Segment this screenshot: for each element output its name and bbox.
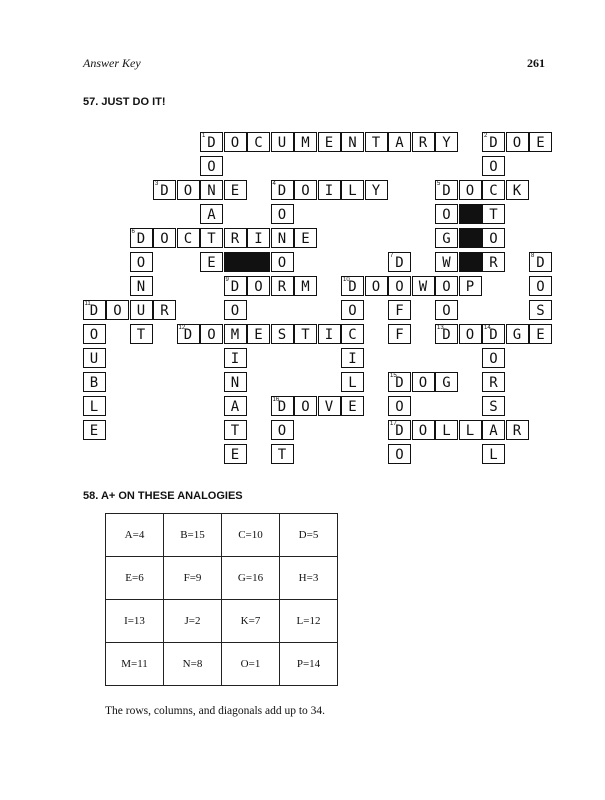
- running-header: Answer Key: [83, 56, 141, 70]
- crossword-cell: [388, 324, 411, 344]
- cell-letter: T: [230, 423, 240, 439]
- table-cell: K=7: [222, 600, 280, 643]
- cell-letter: O: [207, 327, 216, 343]
- clue-number: 13: [437, 325, 444, 331]
- crossword-cell: [388, 300, 411, 320]
- crossword-cell: [365, 276, 388, 296]
- cell-letter: O: [442, 207, 451, 223]
- clue-number: 8: [531, 253, 535, 259]
- crossword-cell: [177, 228, 200, 248]
- crossword-cell: [482, 324, 505, 344]
- cell-letter: D: [395, 255, 404, 271]
- crossword-black-cell: [459, 228, 482, 248]
- crossword-cell: [200, 252, 223, 272]
- cell-letter: L: [348, 183, 357, 199]
- cell-letter: C: [348, 327, 357, 343]
- clue-number: 11: [84, 301, 91, 307]
- table-row: [106, 600, 338, 643]
- crossword-cell: [294, 228, 317, 248]
- cell-letter: A: [207, 207, 216, 223]
- cell-letter: O: [230, 135, 240, 151]
- crossword-cell: [271, 324, 294, 344]
- cell-letter: R: [489, 255, 498, 271]
- clue-number: 5: [437, 181, 441, 187]
- crossword-cell: [153, 300, 176, 320]
- cell-letter: R: [230, 231, 240, 247]
- crossword-cell: [224, 372, 247, 392]
- crossword-cell: [388, 396, 411, 416]
- crossword-cell: [482, 156, 505, 176]
- cell-letter: O: [113, 303, 122, 319]
- cell-letter: W: [442, 255, 451, 271]
- cell-letter: C: [183, 231, 193, 247]
- cell-letter: U: [277, 135, 287, 151]
- crossword-cell: [435, 324, 458, 344]
- crossword-cell: [271, 444, 294, 464]
- cell-letter: T: [489, 207, 498, 223]
- cell-letter: D: [183, 327, 193, 343]
- cell-letter: O: [277, 207, 287, 223]
- clue-number: 14: [484, 325, 491, 331]
- clue-number: 7: [390, 253, 394, 259]
- cell-letter: D: [395, 423, 404, 439]
- cell-letter: T: [136, 327, 146, 343]
- cell-letter: D: [489, 327, 498, 343]
- crossword-cell: [177, 324, 200, 344]
- crossword-cell: [482, 348, 505, 368]
- cell-letter: L: [489, 447, 498, 463]
- cell-letter: O: [277, 423, 287, 439]
- crossword-cell: [153, 228, 176, 248]
- crossword-cell: [365, 180, 388, 200]
- section-title-58: 58. A+ ON THESE ANALOGIES: [83, 490, 243, 502]
- crossword-cell: [506, 420, 529, 440]
- crossword-cell: [200, 324, 223, 344]
- crossword-cell: [482, 396, 505, 416]
- cell-letter: E: [348, 399, 357, 415]
- crossword-cell: [341, 180, 364, 200]
- crossword-cell: [482, 132, 505, 152]
- clue-number: 9: [225, 277, 229, 283]
- crossword-cell: [435, 132, 458, 152]
- cell-letter: D: [395, 375, 404, 391]
- crossword-cell: [435, 372, 458, 392]
- table-cell: F=9: [164, 557, 222, 600]
- crossword-cell: [294, 180, 317, 200]
- crossword-cell: [247, 276, 270, 296]
- cell-letter: D: [230, 279, 240, 295]
- crossword-cell: [271, 420, 294, 440]
- crossword-cell: [224, 324, 247, 344]
- crossword-cell: [388, 372, 411, 392]
- crossword-cell: [388, 132, 411, 152]
- crossword-cell: [200, 204, 223, 224]
- crossword-cell: [130, 300, 153, 320]
- crossword-cell: [459, 420, 482, 440]
- cell-letter: U: [89, 351, 99, 367]
- table-cell: N=8: [164, 643, 222, 686]
- crossword-cell: [482, 252, 505, 272]
- clue-number: 12: [178, 325, 186, 331]
- crossword-cell: [318, 396, 341, 416]
- crossword-cell: [294, 276, 317, 296]
- cell-letter: O: [277, 255, 287, 271]
- cell-letter: T: [277, 447, 287, 463]
- cell-letter: E: [89, 423, 99, 439]
- crossword-cell: [482, 228, 505, 248]
- cell-letter: O: [418, 375, 428, 391]
- crossword-cell: [506, 132, 529, 152]
- crossword-cell: [247, 132, 270, 152]
- cell-letter: I: [348, 351, 357, 367]
- cell-letter: O: [465, 183, 475, 199]
- crossword-cell: [83, 348, 106, 368]
- crossword-cell: [224, 276, 247, 296]
- cell-letter: G: [442, 375, 451, 391]
- crossword-cell: [130, 276, 153, 296]
- crossword-cell: [388, 276, 411, 296]
- cell-letter: O: [230, 303, 240, 319]
- cell-letter: I: [230, 351, 240, 367]
- crossword-black-cell: [459, 204, 482, 224]
- cell-letter: N: [348, 135, 357, 151]
- crossword-cell: [83, 324, 106, 344]
- crossword-cell: [271, 276, 294, 296]
- cell-letter: L: [442, 423, 451, 439]
- crossword-cell: [482, 204, 505, 224]
- table-row: [106, 514, 338, 557]
- crossword-cell: [459, 180, 482, 200]
- cell-letter: N: [207, 183, 216, 199]
- crossword-cell: [341, 372, 364, 392]
- cell-letter: C: [489, 183, 498, 199]
- crossword-cell: [435, 300, 458, 320]
- crossword-cell: [224, 228, 247, 248]
- crossword-cell: [247, 228, 270, 248]
- crossword-cell: [412, 420, 435, 440]
- table-cell: A=4: [106, 514, 164, 557]
- cell-letter: R: [512, 423, 522, 439]
- cell-letter: O: [442, 303, 451, 319]
- cell-letter: D: [89, 303, 99, 319]
- crossword-cell: [506, 324, 529, 344]
- crossword-cell: [341, 300, 364, 320]
- cell-letter: O: [136, 255, 146, 271]
- clue-number: 2: [484, 133, 488, 139]
- cell-letter: E: [254, 327, 263, 343]
- cell-letter: O: [465, 327, 475, 343]
- clue-number: 17: [390, 421, 397, 427]
- cell-letter: E: [536, 327, 545, 343]
- crossword-cell: [271, 396, 294, 416]
- cell-letter: Y: [371, 183, 381, 199]
- cell-letter: C: [254, 135, 263, 151]
- crossword-cell: [341, 324, 364, 344]
- cell-letter: N: [277, 231, 287, 247]
- cell-letter: O: [442, 279, 451, 295]
- crossword-cell: [341, 132, 364, 152]
- cell-letter: I: [324, 327, 334, 343]
- magic-square-table: [105, 513, 338, 686]
- magic-square-note: The rows, columns, and diagonals add up to 34.: [105, 705, 326, 717]
- crossword-cell: [200, 180, 223, 200]
- cell-letter: D: [442, 327, 451, 343]
- crossword-black-cell: [224, 252, 247, 272]
- crossword-cell: [247, 324, 270, 344]
- crossword-cell: [412, 372, 435, 392]
- crossword-cell: [294, 324, 317, 344]
- cell-letter: O: [395, 279, 404, 295]
- crossword-cell: [529, 252, 552, 272]
- crossword-cell: [435, 276, 458, 296]
- cell-letter: R: [160, 303, 169, 319]
- cell-letter: L: [348, 375, 357, 391]
- cell-letter: V: [324, 399, 334, 415]
- crossword-cell: [83, 372, 106, 392]
- crossword-cell: [529, 276, 552, 296]
- crossword-cell: [482, 180, 505, 200]
- cell-letter: E: [230, 447, 240, 463]
- cell-letter: O: [512, 135, 522, 151]
- cell-letter: A: [489, 423, 498, 439]
- cell-letter: O: [254, 279, 263, 295]
- crossword-cell: [529, 324, 552, 344]
- crossword-cell: [318, 132, 341, 152]
- crossword-cell: [224, 180, 247, 200]
- cell-letter: L: [89, 399, 99, 415]
- crossword-cell: [83, 300, 106, 320]
- table-cell: J=2: [164, 600, 222, 643]
- cell-letter: O: [301, 399, 310, 415]
- cell-letter: O: [89, 327, 99, 343]
- crossword-cell: [177, 180, 200, 200]
- crossword-cell: [224, 300, 247, 320]
- crossword-cell: [294, 132, 317, 152]
- table-cell: C=10: [222, 514, 280, 557]
- crossword-cell: [271, 228, 294, 248]
- crossword-cell: [435, 204, 458, 224]
- crossword-cell: [341, 276, 364, 296]
- clue-number: 4: [272, 181, 276, 187]
- section-title-57: 57. JUST DO IT!: [83, 96, 166, 108]
- cell-letter: D: [277, 399, 287, 415]
- table-row: [106, 557, 338, 600]
- cell-letter: D: [489, 135, 498, 151]
- cell-letter: F: [395, 327, 404, 343]
- cell-letter: L: [465, 423, 475, 439]
- cell-letter: O: [160, 231, 169, 247]
- table-cell: B=15: [164, 514, 222, 557]
- crossword-cell: [459, 324, 482, 344]
- crossword-cell: [388, 444, 411, 464]
- crossword-cell: [482, 444, 505, 464]
- cell-letter: E: [536, 135, 545, 151]
- crossword-cell: [506, 180, 529, 200]
- cell-letter: E: [324, 135, 334, 151]
- cell-letter: A: [395, 135, 404, 151]
- cell-letter: M: [301, 135, 310, 151]
- crossword-cell: [200, 132, 223, 152]
- cell-letter: O: [395, 399, 404, 415]
- cell-letter: E: [301, 231, 310, 247]
- cell-letter: I: [254, 231, 263, 247]
- cell-letter: T: [207, 231, 216, 247]
- cell-letter: D: [277, 183, 287, 199]
- crossword-cell: [529, 132, 552, 152]
- table-cell: O=1: [222, 643, 280, 686]
- crossword-cell: [341, 348, 364, 368]
- crossword-cell: [153, 180, 176, 200]
- cell-letter: O: [301, 183, 310, 199]
- cell-letter: O: [489, 351, 498, 367]
- crossword-cell: [388, 252, 411, 272]
- clue-number: 10: [343, 277, 350, 283]
- cell-letter: W: [418, 279, 428, 295]
- cell-letter: B: [89, 375, 99, 391]
- crossword-cell: [459, 276, 482, 296]
- crossword-cell: [106, 300, 129, 320]
- table-cell: L=12: [280, 600, 338, 643]
- crossword-cell: [271, 204, 294, 224]
- crossword-cell: [200, 228, 223, 248]
- cell-letter: U: [136, 303, 146, 319]
- crossword-cell: [224, 420, 247, 440]
- table-cell: G=16: [222, 557, 280, 600]
- crossword-cell: [224, 348, 247, 368]
- table-row: [106, 643, 338, 686]
- crossword-cell: [435, 180, 458, 200]
- crossword-cell: [482, 420, 505, 440]
- crossword-cell: [412, 276, 435, 296]
- crossword-cell: [130, 252, 153, 272]
- cell-letter: O: [183, 183, 193, 199]
- table-cell: H=3: [280, 557, 338, 600]
- crossword-cell: [318, 180, 341, 200]
- clue-number: 16: [272, 397, 280, 403]
- page-number: 261: [527, 56, 545, 70]
- cell-letter: R: [418, 135, 428, 151]
- crossword-black-cell: [459, 252, 482, 272]
- table-cell: I=13: [106, 600, 164, 643]
- crossword-cell: [271, 180, 294, 200]
- crossword-cell: [83, 420, 106, 440]
- cell-letter: O: [418, 423, 428, 439]
- table-cell: P=14: [280, 643, 338, 686]
- cell-letter: D: [160, 183, 169, 199]
- cell-letter: M: [230, 327, 240, 343]
- crossword-cell: [294, 396, 317, 416]
- crossword-cell: [435, 420, 458, 440]
- cell-letter: O: [395, 447, 404, 463]
- table-cell: D=5: [280, 514, 338, 557]
- cell-letter: Y: [442, 135, 451, 151]
- cell-letter: E: [207, 255, 216, 271]
- cell-letter: D: [207, 135, 216, 151]
- cell-letter: K: [512, 183, 522, 199]
- crossword-cell: [83, 396, 106, 416]
- cell-letter: A: [230, 399, 240, 415]
- cell-letter: S: [489, 399, 498, 415]
- crossword-cell: [271, 132, 294, 152]
- crossword-cell: [365, 132, 388, 152]
- cell-letter: E: [230, 183, 240, 199]
- crossword-cell: [318, 324, 341, 344]
- cell-letter: O: [489, 231, 498, 247]
- cell-letter: O: [371, 279, 381, 295]
- cell-letter: S: [536, 303, 545, 319]
- cell-letter: D: [442, 183, 451, 199]
- cell-letter: G: [442, 231, 451, 247]
- crossword-cell: [200, 156, 223, 176]
- cell-letter: O: [348, 303, 357, 319]
- crossword-black-cell: [247, 252, 270, 272]
- crossword-cell: [130, 324, 153, 344]
- cell-letter: N: [230, 375, 240, 391]
- cell-letter: O: [536, 279, 545, 295]
- crossword-cell: [130, 228, 153, 248]
- cell-letter: O: [489, 159, 498, 175]
- clue-number: 6: [131, 229, 135, 235]
- crossword-cell: [482, 372, 505, 392]
- clue-number: 3: [155, 181, 159, 187]
- cell-letter: T: [371, 135, 381, 151]
- crossword-cell: [224, 396, 247, 416]
- crossword-cell: [529, 300, 552, 320]
- cell-letter: D: [136, 231, 146, 247]
- clue-number: 15: [390, 373, 397, 379]
- cell-letter: D: [536, 255, 545, 271]
- crossword-cell: [435, 228, 458, 248]
- cell-letter: R: [489, 375, 498, 391]
- crossword-cell: [388, 420, 411, 440]
- crossword-cell: [224, 444, 247, 464]
- cell-letter: P: [465, 279, 475, 295]
- cell-letter: I: [324, 183, 334, 199]
- cell-letter: F: [395, 303, 404, 319]
- table-cell: M=11: [106, 643, 164, 686]
- crossword-cell: [435, 252, 458, 272]
- cell-letter: O: [207, 159, 216, 175]
- clue-number: 1: [202, 133, 206, 139]
- cell-letter: G: [512, 327, 522, 343]
- crossword-cell: [341, 396, 364, 416]
- crossword-cell: [271, 252, 294, 272]
- cell-letter: S: [277, 327, 287, 343]
- cell-letter: D: [348, 279, 357, 295]
- cell-letter: M: [301, 279, 310, 295]
- crossword-cell: [412, 132, 435, 152]
- cell-letter: R: [277, 279, 287, 295]
- table-cell: E=6: [106, 557, 164, 600]
- cell-letter: N: [136, 279, 146, 295]
- crossword-cell: [224, 132, 247, 152]
- cell-letter: T: [301, 327, 310, 343]
